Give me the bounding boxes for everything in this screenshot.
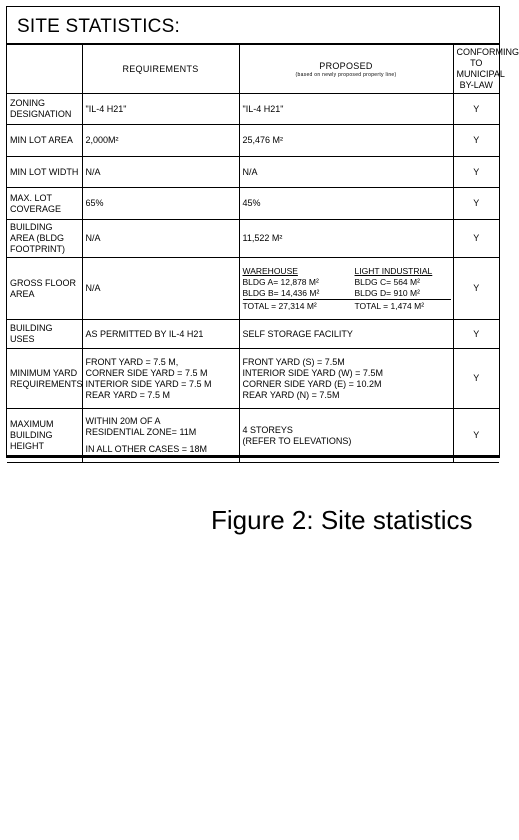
requirement-cell: AS PERMITTED BY IL-4 H21 (82, 320, 239, 349)
requirement-cell: 2,000M² (82, 125, 239, 157)
criterion-header-cell (7, 45, 82, 94)
table-row (7, 349, 499, 409)
proposed-cell: SELF STORAGE FACILITY (239, 320, 453, 349)
proposed-cell: "IL-4 H21" (239, 94, 453, 125)
table-header-row (7, 45, 499, 94)
proposed-cell: 11,522 M² (239, 220, 453, 258)
conforms-cell: Y (453, 409, 499, 463)
height-proposed-line: (REFER TO ELEVATIONS) (242, 435, 352, 446)
proposed-cell (239, 349, 453, 409)
conforms-cell: Y (453, 157, 499, 188)
height-requirement-line: RESIDENTIAL ZONE= 11M (85, 427, 197, 437)
table-row (7, 188, 499, 220)
light-industrial-total: TOTAL = 1,474 M² (355, 299, 451, 311)
conforms-cell: Y (453, 349, 499, 409)
proposed-cell (239, 409, 453, 463)
interior-side-yard-requirement: INTERIOR SIDE YARD = 7.5 M (85, 378, 212, 389)
requirement-cell: N/A (82, 157, 239, 188)
requirement-cell: N/A (82, 220, 239, 258)
conforms-cell: Y (453, 258, 499, 320)
figure-caption: Figure 2: Site statistics (211, 505, 473, 535)
table-row (7, 220, 499, 258)
proposed-cell: 25,476 M² (239, 125, 453, 157)
conforms-cell: Y (453, 188, 499, 220)
site-statistics-sheet (6, 6, 519, 458)
criterion-cell: MIN LOT AREA (7, 125, 82, 157)
proposed-cell (239, 258, 453, 320)
proposed-header-note: (based on newly proposed property line) (295, 71, 397, 78)
conforms-cell: Y (453, 125, 499, 157)
criterion-cell: MAXIMUM BUILDING HEIGHT (7, 409, 82, 463)
proposed-cell: 45% (239, 188, 453, 220)
warehouse-total: TOTAL = 27,314 M² (243, 299, 355, 311)
table-row (7, 125, 499, 157)
height-requirement-line: IN ALL OTHER CASES = 18M (85, 444, 207, 454)
sheet-title: SITE STATISTICS: (7, 7, 499, 45)
bldg-d-area: BLDG D= 910 M² (354, 288, 420, 298)
light-industrial-heading: LIGHT INDUSTRIAL (354, 266, 433, 276)
conforming-header: CONFORMING TO MUNICIPAL BY-LAW (453, 45, 499, 94)
conforms-cell: Y (453, 94, 499, 125)
criterion-cell: MAX. LOT COVERAGE (7, 188, 82, 220)
proposed-header: PROPOSED (319, 60, 373, 71)
proposed-header-cell (239, 45, 453, 94)
table-row (7, 409, 499, 463)
requirement-cell: "IL-4 H21" (82, 94, 239, 125)
requirement-cell (82, 349, 239, 409)
conforms-cell: Y (453, 220, 499, 258)
rear-yard-requirement: REAR YARD = 7.5 M (85, 389, 170, 400)
bldg-a-area: BLDG A= 12,878 M² (242, 277, 319, 287)
statistics-table (7, 45, 519, 463)
corner-side-yard-requirement: CORNER SIDE YARD = 7.5 M (85, 367, 208, 378)
front-yard-proposed: FRONT YARD (S) = 7.5M (242, 356, 345, 367)
criterion-cell: MIN LOT WIDTH (7, 157, 82, 188)
table-row (7, 320, 499, 349)
criterion-cell: MINIMUM YARD REQUIREMENTS (7, 349, 82, 409)
interior-side-yard-proposed: INTERIOR SIDE YARD (W) = 7.5M (242, 367, 383, 378)
warehouse-heading: WAREHOUSE (242, 266, 298, 276)
gross-floor-area-breakdown (243, 266, 450, 311)
bldg-b-area: BLDG B= 14,436 M² (242, 288, 320, 298)
height-proposed-line: 4 STOREYS (242, 424, 293, 435)
conforms-cell: Y (453, 320, 499, 349)
corner-side-yard-proposed: CORNER SIDE YARD (E) = 10.2M (242, 378, 382, 389)
requirements-header: REQUIREMENTS (82, 45, 239, 94)
front-yard-requirement: FRONT YARD = 7.5 M, (85, 356, 179, 367)
requirement-cell: 65% (82, 188, 239, 220)
table-row (7, 258, 499, 320)
criterion-cell: BUILDING USES (7, 320, 82, 349)
criterion-cell: GROSS FLOOR AREA (7, 258, 82, 320)
requirement-cell: N/A (82, 258, 239, 320)
table-row (7, 157, 499, 188)
table-row (7, 94, 499, 125)
proposed-cell: N/A (239, 157, 453, 188)
rear-yard-proposed: REAR YARD (N) = 7.5M (242, 389, 340, 400)
criterion-cell: ZONING DESIGNATION (7, 94, 82, 125)
height-requirement-line: WITHIN 20M OF A (85, 416, 161, 426)
requirement-cell (82, 409, 239, 463)
bldg-c-area: BLDG C= 564 M² (354, 277, 420, 287)
criterion-cell: BUILDING AREA (BLDG FOOTPRINT) (7, 220, 82, 258)
